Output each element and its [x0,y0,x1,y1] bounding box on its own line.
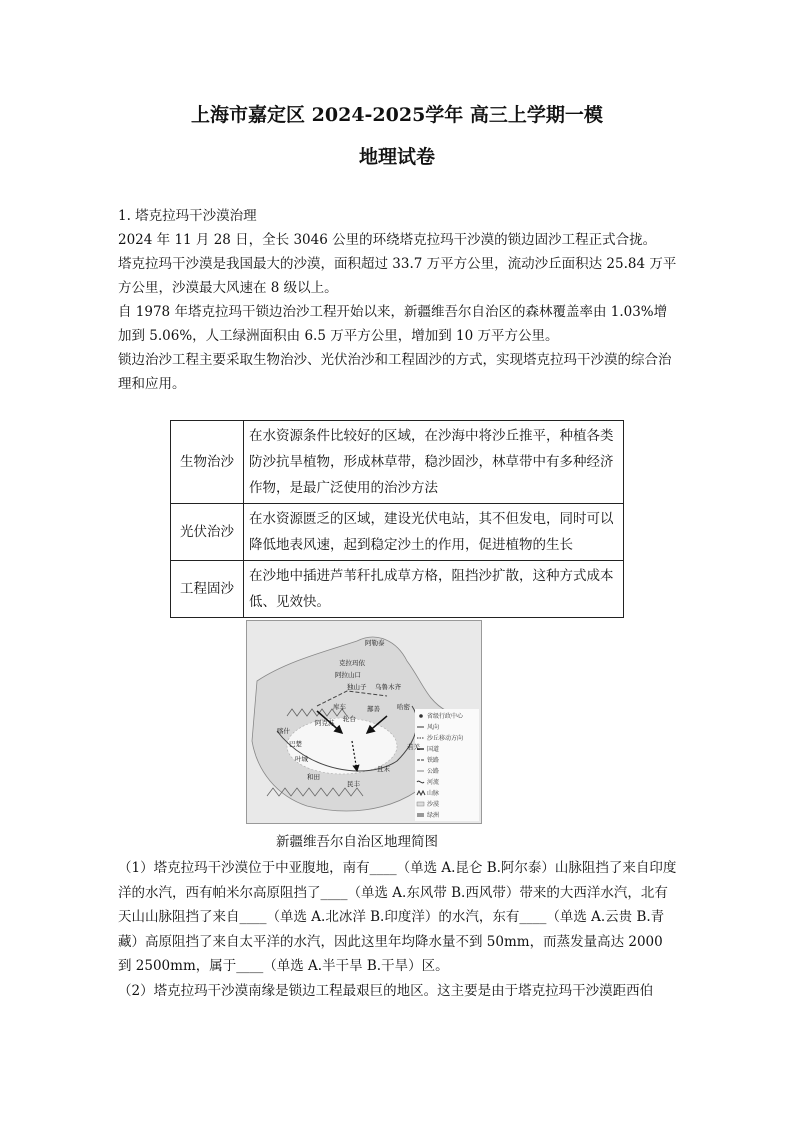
place-label: 和田 [307,773,320,781]
paragraph: 2024 年 11 月 28 日，全长 3046 公里的环绕塔克拉玛干沙漠的锁边固沙工程正式合拢。 [118,232,657,248]
place-label: 鄯善 [367,705,380,713]
place-label: 巴楚 [289,740,302,748]
legend-label: 省级行政中心 [427,713,464,720]
legend-label: 国道 [427,746,440,753]
place-label: 阿克苏 [315,719,335,727]
place-label: 喀什 [277,727,290,735]
place-label: 哈密 [397,703,410,711]
place-label: 且末 [377,765,390,773]
legend-label: 绿洲 [427,812,440,819]
question: （2）塔克拉玛干沙漠南缘是锁边工程最艰巨的地区。这主要是由于塔克拉玛干沙漠距西伯 [118,982,654,999]
table-row [171,504,624,561]
method-desc: 在水资源条件比较好的区域，在沙海中将沙丘推平，种植各类防沙抗旱植物，形成林草带，稳沙固沙，林草带中有多种经济作物，是最广泛使用的治沙方法 [244,421,624,504]
map-caption: 新疆维吾尔自治区地理简图 [276,834,438,850]
legend-label: 沙丘移动方向 [427,735,464,742]
method-name: 工程固沙 [171,561,244,618]
place-label: 库车 [333,703,346,711]
map-figure [247,621,481,823]
legend-label: 风向 [427,724,440,731]
questions [118,856,680,1003]
place-label: 克拉玛依 [339,659,365,667]
place-label: 独山子 [347,683,367,691]
section-heading: 1. 塔克拉玛干沙漠治理 [118,208,257,224]
table-row [171,561,624,618]
legend-label: 河流 [427,779,440,786]
page-subtitle: 地理试卷 [358,146,435,168]
place-label: 轮台 [343,715,356,723]
paragraph: 锁边治沙工程主要采取生物治沙、光伏治沙和工程固沙的方式，实现塔克拉玛干沙漠的综合治理和应用。 [118,352,672,392]
page-title: 上海市嘉定区 2024-2025学年 高三上学期一模 [191,104,603,126]
method-name: 光伏治沙 [171,504,244,561]
place-label: 若羌 [407,743,420,751]
method-name: 生物治沙 [171,421,244,504]
legend-label: 铁路 [427,757,440,764]
method-desc: 在沙地中插进芦苇秆扎成草方格，阻挡沙扩散，这种方式成本低、见效快。 [244,561,624,618]
table-row [171,421,624,504]
section-body [118,204,680,396]
legend-label: 沙漠 [427,801,440,808]
place-label: 乌鲁木齐 [375,683,401,691]
place-label: 阿拉山口 [335,671,361,679]
place-label: 阿勒泰 [365,639,385,647]
place-label: 民丰 [347,780,360,788]
question: （1）塔克拉玛干沙漠位于中亚腹地，南有____（单选 A.昆仑 B.阿尔泰）山脉阻挡了来自印度洋的水汽，西有帕米尔高原阻挡了____（单选 A.东风带 B.西风带）带来的大西洋水汽，北有天山山脉阻挡了来自____（单选 A.北冰洋 B.印度洋）的水汽，东有____（单选 A.云贵 B.青藏）高原阻挡了来自太平洋的水汽，因此这里年均降水量不到 50mm，而蒸发量高达 2000 到 2500mm，属于____（单选 A.半干旱 B.干旱）区。 [118,860,677,974]
method-desc: 在水资源匮乏的区域，建设光伏电站，其不但发电，同时可以降低地表风速，起到稳定沙土的作用，促进植物的生长 [244,504,624,561]
methods-table [170,420,624,618]
xinjiang-map [246,620,482,824]
paragraph: 自 1978 年塔克拉玛干锁边治沙工程开始以来，新疆维吾尔自治区的森林覆盖率由 1.03%增加到 5.06%，人工绿洲面积由 6.5 万平方公里，增加到 10 万平方公里。 [118,304,668,344]
paragraph: 塔克拉玛干沙漠是我国最大的沙漠，面积超过 33.7 万平方公里，流动沙丘面积达 25.84 万平方公里，沙漠最大风速在 8 级以上。 [118,256,677,296]
legend-label: 山脉 [427,790,440,797]
legend-label: 公路 [427,768,440,775]
place-label: 叶城 [295,755,308,763]
